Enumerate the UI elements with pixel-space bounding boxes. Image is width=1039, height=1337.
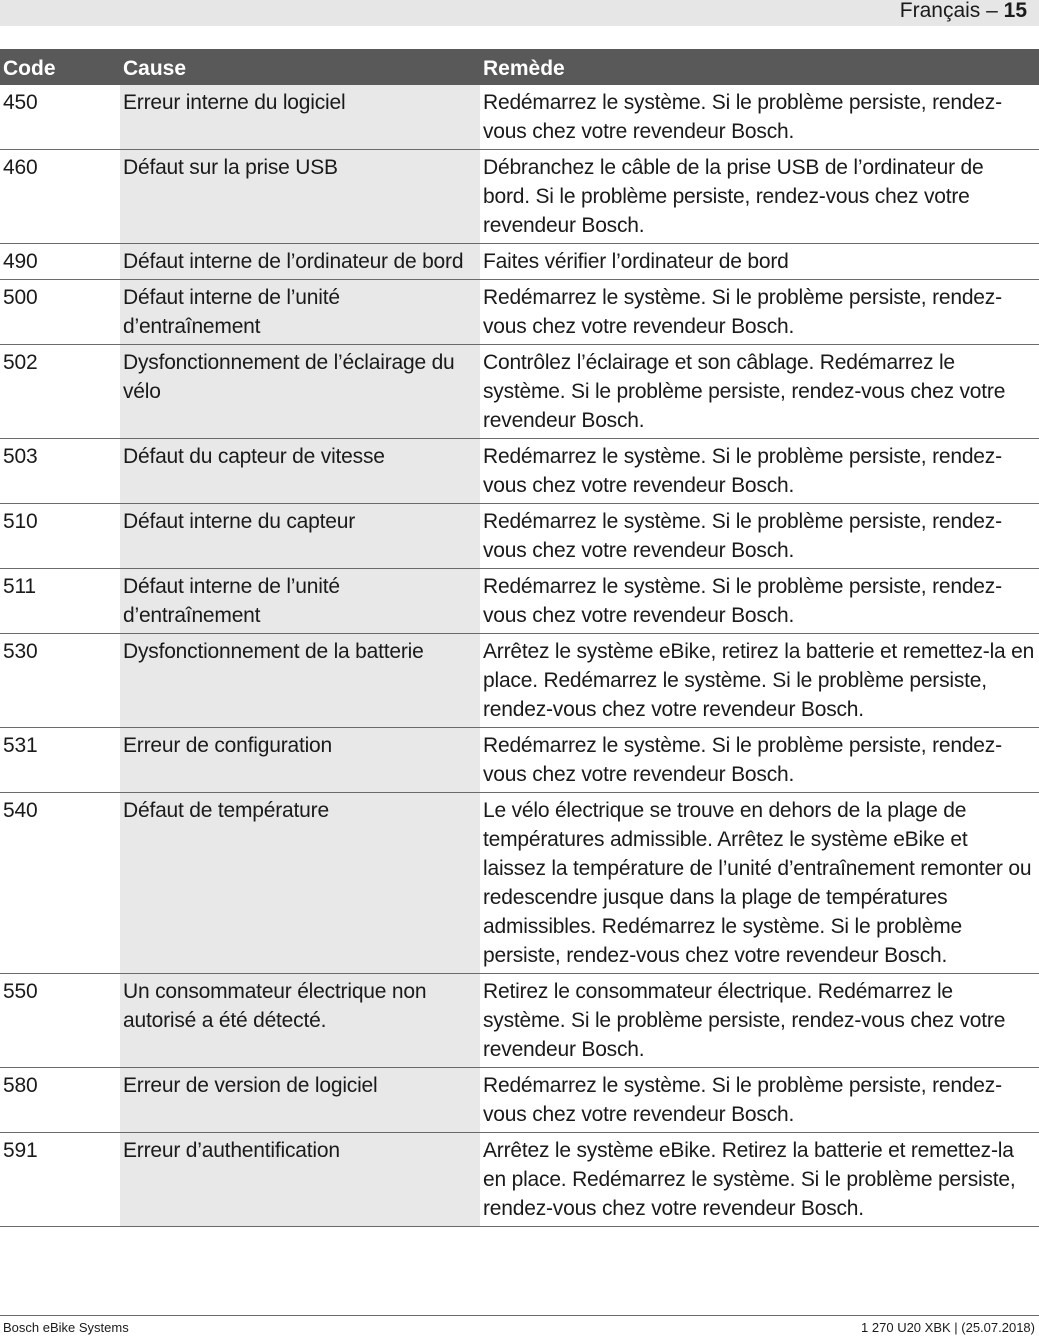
table-row: [0, 728, 1039, 793]
header-language: Français –: [899, 0, 1004, 22]
code-cell: 500: [0, 280, 120, 345]
table-row: [0, 150, 1039, 244]
cause-cell: Défaut interne du capteur: [120, 504, 480, 569]
footer-doc-reference: 1 270 U20 XBK | (25.07.2018): [861, 1320, 1035, 1335]
table-header-row: [0, 49, 1039, 85]
cause-cell: Dysfonctionnement de la batterie: [120, 634, 480, 728]
remedy-cell: Faites vérifier l’ordinateur de bord: [480, 244, 1039, 280]
remedy-cell: Redémarrez le système. Si le problème persiste, rendez-vous chez votre revendeur Bosch.: [480, 504, 1039, 569]
remedy-cell: Arrêtez le système eBike, retirez la batterie et remettez-la en place. Redémarrez le système. Si le problème persiste, rendez-vous chez votre revendeur Bosch.: [480, 634, 1039, 728]
page-header: [0, 0, 1039, 26]
remedy-cell: Redémarrez le système. Si le problème persiste, rendez-vous chez votre revendeur Bosch.: [480, 439, 1039, 504]
page-header-text: [900, 0, 1027, 24]
remedy-cell: Contrôlez l’éclairage et son câblage. Redémarrez le système. Si le problème persiste, rendez-vous chez votre revendeur Bosch.: [480, 345, 1039, 439]
remedy-cell: Redémarrez le système. Si le problème persiste, rendez-vous chez votre revendeur Bosch.: [480, 569, 1039, 634]
cause-cell: Défaut sur la prise USB: [120, 150, 480, 244]
table-row: [0, 244, 1039, 280]
code-cell: 490: [0, 244, 120, 280]
page-number: 15: [1003, 0, 1027, 22]
cause-cell: Défaut de température: [120, 793, 480, 974]
table-row: [0, 569, 1039, 634]
code-cell: 460: [0, 150, 120, 244]
cause-cell: Dysfonctionnement de l’éclairage du vélo: [120, 345, 480, 439]
remedy-cell: Le vélo électrique se trouve en dehors de la plage de températures admissible. Arrêtez le système eBike et laissez la température de l’unité d’entraînement remonter ou redescendre jusque dans la plage de températures admissibles. Redémarrez le système. Si le problème persiste, rendez-vous chez votre revendeur Bosch.: [480, 793, 1039, 974]
code-cell: 511: [0, 569, 120, 634]
remedy-cell: Redémarrez le système. Si le problème persiste, rendez-vous chez votre revendeur Bosch.: [480, 728, 1039, 793]
table-row: [0, 280, 1039, 345]
cause-cell: Erreur d’authentification: [120, 1133, 480, 1227]
column-header-code: Code: [0, 49, 120, 85]
table-row: [0, 974, 1039, 1068]
remedy-cell: Débranchez le câble de la prise USB de l’ordinateur de bord. Si le problème persiste, rendez-vous chez votre revendeur Bosch.: [480, 150, 1039, 244]
code-cell: 580: [0, 1068, 120, 1133]
cause-cell: Défaut interne de l’ordinateur de bord: [120, 244, 480, 280]
cause-cell: Un consommateur électrique non autorisé a été détecté.: [120, 974, 480, 1068]
remedy-cell: Redémarrez le système. Si le problème persiste, rendez-vous chez votre revendeur Bosch.: [480, 85, 1039, 150]
cause-cell: Défaut interne de l’unité d’entraînement: [120, 569, 480, 634]
code-cell: 530: [0, 634, 120, 728]
remedy-cell: Redémarrez le système. Si le problème persiste, rendez-vous chez votre revendeur Bosch.: [480, 1068, 1039, 1133]
table-row: [0, 793, 1039, 974]
table-row: [0, 85, 1039, 150]
column-header-remedy: Remède: [480, 49, 1039, 85]
remedy-cell: Redémarrez le système. Si le problème persiste, rendez-vous chez votre revendeur Bosch.: [480, 280, 1039, 345]
page-footer: [0, 1315, 1039, 1335]
footer-company: Bosch eBike Systems: [3, 1320, 129, 1335]
column-header-cause: Cause: [120, 49, 480, 85]
cause-cell: Erreur de configuration: [120, 728, 480, 793]
remedy-cell: Retirez le consommateur électrique. Redémarrez le système. Si le problème persiste, rendez-vous chez votre revendeur Bosch.: [480, 974, 1039, 1068]
table-row: [0, 1068, 1039, 1133]
code-cell: 591: [0, 1133, 120, 1227]
cause-cell: Erreur interne du logiciel: [120, 85, 480, 150]
code-cell: 450: [0, 85, 120, 150]
remedy-cell: Arrêtez le système eBike. Retirez la batterie et remettez-la en place. Redémarrez le système. Si le problème persiste, rendez-vous chez votre revendeur Bosch.: [480, 1133, 1039, 1227]
code-cell: 550: [0, 974, 120, 1068]
table-row: [0, 504, 1039, 569]
code-cell: 502: [0, 345, 120, 439]
error-code-table: [0, 49, 1039, 1227]
error-code-table-container: [0, 49, 1039, 1227]
table-row: [0, 345, 1039, 439]
cause-cell: Défaut interne de l’unité d’entraînement: [120, 280, 480, 345]
table-row: [0, 634, 1039, 728]
code-cell: 540: [0, 793, 120, 974]
code-cell: 531: [0, 728, 120, 793]
code-cell: 503: [0, 439, 120, 504]
table-row: [0, 1133, 1039, 1227]
cause-cell: Erreur de version de logiciel: [120, 1068, 480, 1133]
table-row: [0, 439, 1039, 504]
code-cell: 510: [0, 504, 120, 569]
cause-cell: Défaut du capteur de vitesse: [120, 439, 480, 504]
